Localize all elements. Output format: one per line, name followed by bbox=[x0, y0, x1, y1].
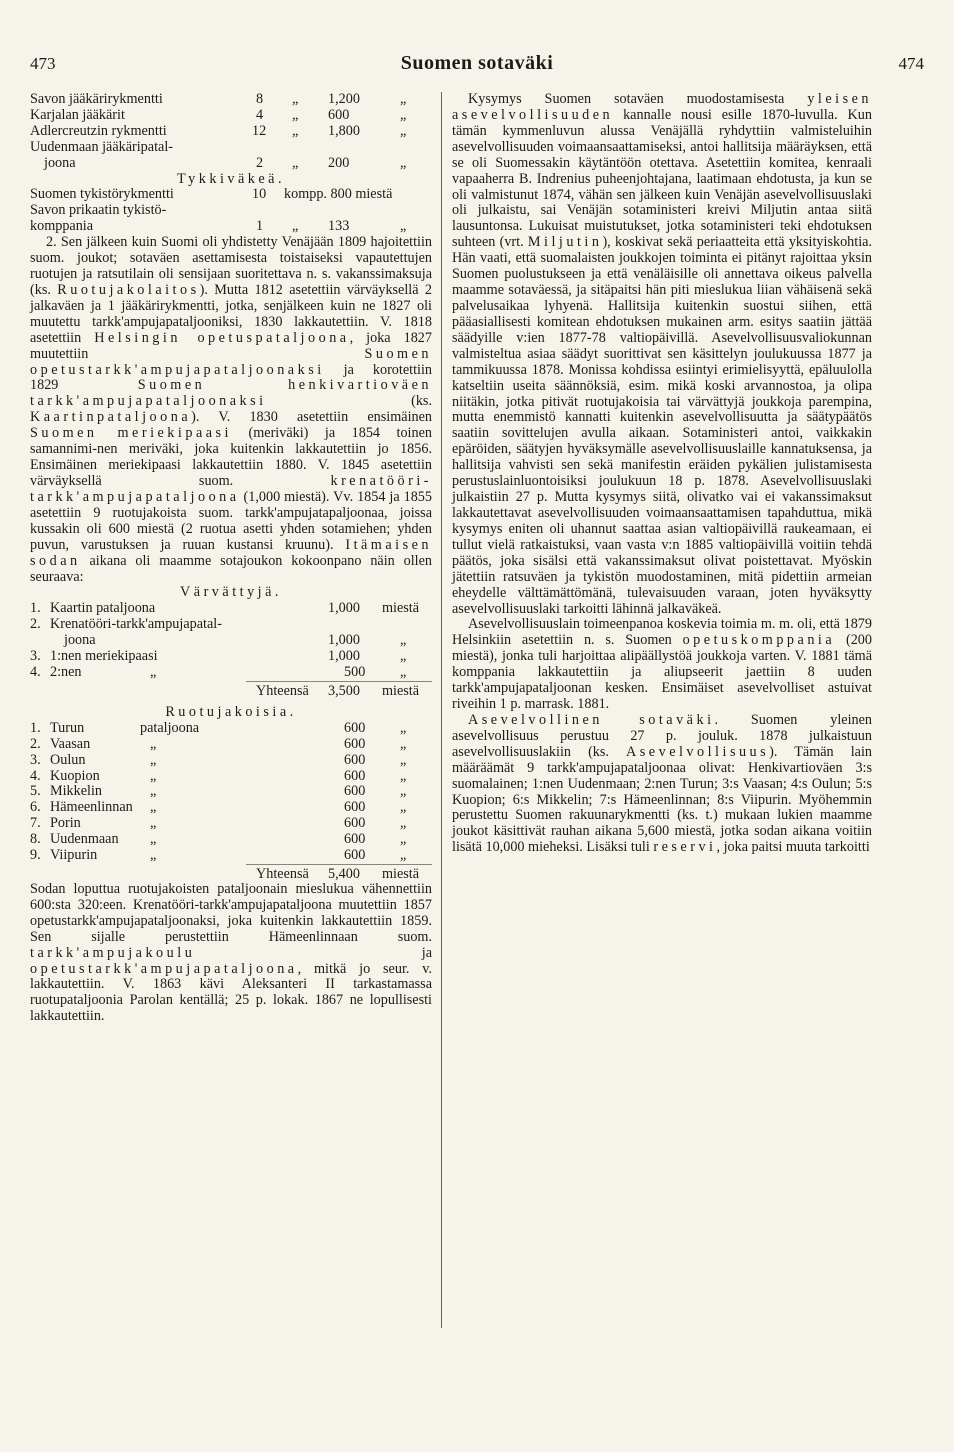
text-run: Kysymys Suomen sotaväen muodostamisesta bbox=[468, 91, 808, 107]
text-run: ). V. 1830 asetettiin ensimäinen bbox=[191, 409, 432, 426]
spaced-term: Asevelvollinen sotaväki bbox=[468, 711, 715, 728]
text-run: 2. Sen jälkeen kuin Suomi oli yhdistetty Venäjään 1809 hajoitettiin suom. joukot; sotaväen asettamisesta toistaiseksi vapautettujen ruotujen ja ratsutilain oli sensijaan suoritettava n. s. vakanssimaksuja (ks. bbox=[30, 234, 432, 298]
right-column bbox=[452, 92, 872, 856]
paragraph-toimeenpano bbox=[452, 617, 872, 713]
table-row: Karjalan jääkärit 4 „ 600 „ bbox=[30, 106, 407, 123]
table-row: 4. 2:nen „ 500 „ bbox=[30, 663, 407, 680]
table-row: 4. Kuopion „ 600 „ bbox=[30, 767, 407, 784]
table-row: 7. Porin „ 600 „ bbox=[30, 815, 407, 832]
table-row: 2. Krenatööri-tarkk'ampujapatal- bbox=[30, 616, 222, 633]
paragraph-sodan-loputtua bbox=[30, 882, 432, 1025]
section-heading-varvattyja: Värvättyjä. bbox=[180, 584, 282, 601]
text-run: ). Mutta 1812 asetettiin värväyksellä 2 jalkaväen ja 1 jääkärirykmentti, jotka, senjälkeen kuin ne 1827 oli muutettu tarkk'ampujapataljooniksi, 1830 lakkautettiin. V. 1818 asetettiin bbox=[30, 281, 432, 346]
paragraph-asevelvollinen-sotavaki bbox=[452, 713, 872, 856]
spaced-term: Suomen opetustarkk'ampujapataljoonaksi bbox=[30, 345, 432, 378]
text-run: ja korotettiin 1829 bbox=[30, 361, 432, 394]
text-run: ja bbox=[195, 944, 432, 961]
table-row: 3. Oulun „ 600 „ bbox=[30, 751, 407, 768]
total-row: Yhteensä 5,400 miestä bbox=[246, 864, 432, 882]
table-row: Uudenmaan jääkäripatal- bbox=[30, 138, 173, 155]
section-heading-tykkivakea: Tykkiväkeä. bbox=[176, 170, 286, 187]
page-header bbox=[30, 54, 924, 82]
spaced-term: Suomen henkivartioväen tarkk'ampujapataljoonaksi bbox=[30, 377, 432, 410]
text-run: , joka 1827 muutettiin bbox=[30, 329, 432, 362]
table-row: 1. Turun pataljoona 600 „ bbox=[30, 719, 407, 736]
text-run: aikana oli maamme sotajoukon kokoonpano näin ollen seuraava: bbox=[30, 552, 432, 585]
spaced-term: tarkk'ampujakoulu bbox=[30, 944, 196, 961]
page-number-right: 474 bbox=[898, 54, 924, 73]
paragraph-asevelvollisuus-history bbox=[452, 92, 872, 617]
spaced-term: Asevelvollisuus bbox=[626, 743, 770, 760]
table-row: Savon prikaatin tykistö- bbox=[30, 202, 167, 219]
table-row: 3. 1:nen meriekipaasi 1,000 „ bbox=[30, 648, 407, 665]
text-run: Sodan loputtua ruotujakoisten pataljoonain mieslukua vähennettiin 600:sta 320:een. Krenatööri-tarkk'ampujapataljoona muutettiin 1857 opetustarkk'ampujapataljoonaksi, joka kuitenkin lakkautettiin 1859. Sen sijalle perustettiin Hämeenlinnaan suom. bbox=[30, 880, 432, 945]
running-title: Suomen sotaväki bbox=[400, 52, 554, 74]
text-run: ). Tämän lain määräämät 9 tarkk'ampujapataljoonaa olivat: Henkivartioväen 3:s suomalainen; 1:nen Uudenmaan; 2:nen Turun; 3:s Vaasan; 4:s Oulun; 5:s Kuopion; 6:s Mikkelin; 7:s Hämeenlinnan; 8:s Viipurin. Myöhemmin perustettu Suomen rakuunarykmentti (ks. t.) mukaan lukien maamme joukot käsittivät rauhan aikana 5,600 miestä, jotka sodan aikana voitiin lisätä 10,000 mieheksi. Lisäksi tuli bbox=[452, 743, 872, 856]
jaakari-table bbox=[30, 92, 432, 235]
text-run: . Suomen yleinen asevelvollisuus perustuu 27 p. jouluk. 1878 julkaistuun asevelvollisuuslakiin (ks. bbox=[452, 711, 872, 760]
text-run: (meriväki) ja 1854 toinen samannimi-nen meriväki, joka kuitenkin lakkautettiin jo 1856. Ensimäinen meriekipaasi lakkautettiin 1880. V. 1845 asetettiin värväyksellä suom. bbox=[30, 425, 432, 489]
table-row: komppania 1 „ 133 „ bbox=[30, 218, 407, 235]
spaced-term: Ruotujakolaitos bbox=[57, 281, 200, 298]
table-row: 1. Kaartin pataljoona 1,000 miestä bbox=[30, 600, 420, 617]
section-heading-ruotujakoisia: Ruotujakoisia. bbox=[165, 703, 297, 720]
spaced-term: opetustarkk'ampujapataljoona bbox=[30, 960, 298, 977]
paragraph-history bbox=[30, 235, 432, 585]
table-row: Adlercreutzin rykmentti 12 „ 1,800 „ bbox=[30, 122, 407, 139]
table-row: 6. Hämeenlinnan „ 600 „ bbox=[30, 799, 407, 816]
spaced-term: reservi bbox=[653, 839, 717, 856]
column-divider bbox=[441, 92, 442, 1328]
left-column bbox=[30, 92, 432, 1025]
text-run: (ks. bbox=[266, 393, 432, 410]
text-run: (1,000 miestä). Vv. 1854 ja 1855 asetettiin 9 ruotujakoista suom. tarkk'ampujatapaljoonaa, joissa kussakin oli 600 miestä (2 ruotua asetti yhden sotamiehen; yhden puvun, varustuksen ja ruuan kustansi kruunu). bbox=[30, 488, 432, 553]
spaced-term: Helsingin opetuspataljoona bbox=[94, 329, 350, 346]
spaced-term: Miljutin bbox=[527, 234, 603, 251]
text-run: kannalle nousi esille 1870-luvulla. Kun tämän kymmenluvun alussa Venäjällä ryhdyttiin valmisteluihin asevelvollisuuden voimaansaattamiseksi, antoi hallitsija määräyksen, että se oli Suomessakin käytäntöön otettava. Asetettiin komitea, kenraali vapaaherra B. Indrenius puheenjohtajana, laatimaan ehdotusta, ja kun se oli valmistunut 1874, vähän sen jälkeen kuin Venäjän asevelvollisuuslaki oli julkaistu, sai Venäjän sotaministeri kreivi Miljutin antaa siitä lausuntonsa. Lukuisat muistutukset, jotka sotaministeri teki ehdotuksen suhteen (vrt. bbox=[452, 106, 872, 251]
spaced-term: opetuskomppania bbox=[682, 632, 836, 649]
spaced-term: Itämaisen sodan bbox=[30, 536, 432, 569]
text-run: Asevelvollisuuslain toimeenpanoa koskevia toimia m. m. oli, että 1879 Helsinkiin asetettiin n. s. Suomen bbox=[452, 616, 872, 649]
text-run: , mitkä jo seur. v. lakkautettiin. V. 1863 kävi Aleksanteri II tarkastamassa ruotupataljoonia Parolan kentällä; 25 p. lokak. 1867 ne lopullisesti lakkautettiin. bbox=[30, 960, 432, 1025]
spaced-term: Suomen meriekipaasi bbox=[30, 425, 232, 442]
text-run: ), koskivat sekä periaatteita että yksityiskohtia. Hän vaati, että suomalaisten joukkojen toiminta ei pitänyt rajoittaa yksin Suomen puolustukseen ja että venäläisille oli annettava oikeus palvella maamme sotaväessä, ja sitäpaitsi hän piti mieslukua liian vähäisenä sekä palvelusaikaa lyhyenä. Hallitsija kuitenkin suostui siihen, että pääasiallisesti komitean ehdotuksen mukainen arm. esitys saatiin jättää säädyille v:ien 1877-78 valtiopäivillä. Asevelvollisuusvaliokunnan valmisteltua asiaa säädyt suorittivat sen käsittelyn joulukuussa 1877 ja tammikuussa 1878. Monissa kohdissa esiintyi erimielisyyttä, epäluulolla katseltiin useita säännöksiä, esim. mikä koski arvannostoa, ja olipa niitäkin, jotka pitivät ruotujakoisia tai värvättyjä joukkoja parempina, mutta enemmistö kannatti kuitenkin asevelvollisuutta ja säätypäätös saatiin sovittelujen avulla aikaan. Sotaministeri antoi, vaikkakin epäröiden, säätyjen hyväksymälle asevelvollisuuslaille kannatuksensa, ja hallitsija vahvisti sen sekä manifestin eräiden pykälien julistamisesta perustuslainluontoisiksi joulukuun 18 p. 1878. Asevelvollisuuslaki julkaistiin 27 p. Mutta kysymys siitä, olivatko vai ei vakanssimaksut lakkautettavat asevelvollisuuden voimaansaattamisen tapahduttua, mikä kysymys eniten oli uhannut saattaa asian valtiopäivillä raukeamaan, ei tullut vielä ratkaistuksi, vaan vasta v:n 1885 valtiopäivillä voitiin tehdä päätös, joka sisälsi että vakanssimaksut olivat poistettavat. Myöskin jätettiin ratsuväen ja tykistön muodostaminen, mitä pidettiin armeian eheydelle välttämättömänä, tulevaisuuden varaan, joten hyväksytty asevelvollisuuslaki tarkoitti lähinnä jalkaväkeä. bbox=[452, 234, 872, 617]
table-row: 9. Viipurin „ 600 „ bbox=[30, 847, 407, 864]
text-run: (200 miestä), jonka tuli harjoittaa alipäällystöä joukkoja varten. V. 1881 tämä komppania lakkautettiin ja aliupseerit jaettiin 8 uuden tarkk'ampujapataljoonan kesken. Ensimäiset asevelvolliset astuivat riveihin 1 p. marrask. 1881. bbox=[452, 632, 872, 713]
spaced-term: Kaartinpataljoona bbox=[30, 409, 192, 426]
table-row: joona 2 „ 200 „ bbox=[44, 154, 407, 171]
table-row: joona 1,000 „ bbox=[64, 632, 407, 649]
table-row: 5. Mikkelin „ 600 „ bbox=[30, 783, 407, 800]
table-row: Savon jääkärirykmentti 8 „ 1,200 „ bbox=[30, 91, 407, 107]
table-row: 2. Vaasan „ 600 „ bbox=[30, 735, 407, 752]
varvattyja-table bbox=[30, 601, 432, 699]
spaced-term: krenatööri-tarkk'ampujapataljoona bbox=[30, 472, 432, 505]
text-run: , joka paitsi muuta tarkoitti bbox=[716, 839, 870, 856]
page-number-left: 473 bbox=[30, 54, 56, 73]
total-row: Yhteensä 3,500 miestä bbox=[246, 681, 432, 699]
ruotujakoisia-table bbox=[30, 721, 432, 882]
table-row: Suomen tykistörykmentti 10 kompp. 800 miestä bbox=[30, 186, 393, 203]
table-row: 8. Uudenmaan „ 600 „ bbox=[30, 831, 407, 848]
spaced-term: yleisen asevelvollisuuden bbox=[452, 91, 872, 123]
